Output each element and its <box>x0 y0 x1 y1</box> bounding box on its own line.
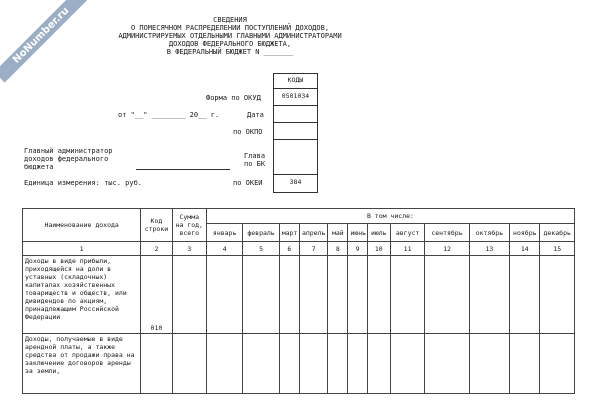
value-cell[interactable] <box>425 256 469 334</box>
row-description: Доходы в виде прибыли, приходящейся на доли в уставных (складочных) капиталах хозяйственных товариществ и обществ, или дивидендов по акциям, принадлежащим Российской Федерации <box>23 256 141 334</box>
okud-label: Форма по ОКУД <box>206 94 261 102</box>
column-number: 15 <box>540 242 575 256</box>
doc-title-line3: АДМИНИСТРИРУЕМЫХ ОТДЕЛЬНЫМИ ГЛАВНЫМИ АДМИНИСТРАТОРАМИ <box>118 32 342 40</box>
value-cell[interactable] <box>348 334 367 394</box>
value-cell[interactable] <box>206 334 242 394</box>
month-header: декабрь <box>540 224 575 242</box>
admin-label-line2: доходов федерального <box>24 155 109 163</box>
month-header: март <box>279 224 299 242</box>
date-value <box>274 105 317 106</box>
column-number: 10 <box>367 242 390 256</box>
doc-title-line2: О ПОМЕСЯЧНОМ РАСПРЕДЕЛЕНИИ ПОСТУПЛЕНИЙ ДОХОДОВ, <box>130 24 330 32</box>
column-number: 7 <box>299 242 327 256</box>
value-cell[interactable] <box>172 256 206 334</box>
admin-label-line3: бюджета <box>24 163 54 171</box>
okud-value: 0501034 <box>274 88 317 103</box>
col-header-code: Код строки <box>141 209 172 242</box>
glava-label: Глава по БК <box>244 152 266 168</box>
value-cell[interactable] <box>469 256 509 334</box>
okei-label: по ОКЕИ <box>233 179 263 187</box>
month-header: июнь <box>348 224 367 242</box>
date-prefix: от "__" ________ 20__ г. <box>118 111 220 119</box>
value-cell[interactable] <box>510 334 540 394</box>
value-cell[interactable] <box>243 334 279 394</box>
value-cell[interactable] <box>299 334 327 394</box>
column-number: 9 <box>348 242 367 256</box>
col-header-sum: Сумма на год, всего <box>172 209 206 242</box>
value-cell[interactable] <box>328 256 348 334</box>
date-label: Дата <box>247 111 264 119</box>
column-number: 13 <box>469 242 509 256</box>
column-number: 14 <box>510 242 540 256</box>
value-cell[interactable] <box>390 334 424 394</box>
month-header: сентябрь <box>425 224 469 242</box>
column-number: 4 <box>206 242 242 256</box>
col-header-incl: В том числе: <box>206 209 574 224</box>
col-header-name: Наименование дохода <box>23 209 141 242</box>
value-cell[interactable] <box>328 334 348 394</box>
month-header: январь <box>206 224 242 242</box>
value-cell[interactable] <box>540 334 575 394</box>
table-row <box>23 334 575 394</box>
column-number: 12 <box>425 242 469 256</box>
doc-title-line5: В ФЕДЕРАЛЬНЫЙ БЮДЖЕТ N _______ <box>166 48 294 56</box>
month-header: август <box>390 224 424 242</box>
value-cell[interactable] <box>279 334 299 394</box>
value-cell[interactable] <box>206 256 242 334</box>
value-cell[interactable] <box>279 256 299 334</box>
month-header: октябрь <box>469 224 509 242</box>
table-row <box>23 256 575 334</box>
value-cell[interactable] <box>540 256 575 334</box>
codes-header: КОДЫ <box>287 76 304 84</box>
admin-underline <box>136 169 230 170</box>
month-header: апрель <box>299 224 327 242</box>
row-code <box>141 334 172 394</box>
admin-label-line1: Главный администратор <box>24 147 113 155</box>
glava-value <box>274 139 317 174</box>
watermark-banner: NoNumber.ru <box>0 0 88 83</box>
value-cell[interactable] <box>367 334 390 394</box>
value-cell[interactable] <box>299 256 327 334</box>
doc-title-line4: ДОХОДОВ ФЕДЕРАЛЬНОГО БЮДЖЕТА, <box>168 40 292 48</box>
income-table <box>22 208 575 394</box>
value-cell[interactable] <box>390 256 424 334</box>
value-cell[interactable] <box>425 334 469 394</box>
okei-value: 384 <box>274 174 317 189</box>
month-header: ноябрь <box>510 224 540 242</box>
column-number: 11 <box>390 242 424 256</box>
column-number: 5 <box>243 242 279 256</box>
row-description: Доходы, получаемые в виде арендной платы, а также средства от продажи права на заключение договоров аренды за земли, <box>23 334 141 394</box>
value-cell[interactable] <box>243 256 279 334</box>
value-cell[interactable] <box>367 256 390 334</box>
codes-box <box>273 73 318 193</box>
unit-label: Единица измерения: тыс. руб. <box>24 179 143 187</box>
column-number: 2 <box>141 242 172 256</box>
month-header: февраль <box>243 224 279 242</box>
column-number: 6 <box>279 242 299 256</box>
value-cell[interactable] <box>469 334 509 394</box>
okpo-label: по ОКПО <box>233 128 263 136</box>
column-number: 8 <box>328 242 348 256</box>
value-cell[interactable] <box>348 256 367 334</box>
row-code: 010 <box>141 256 172 334</box>
month-header: июль <box>367 224 390 242</box>
value-cell[interactable] <box>172 334 206 394</box>
value-cell[interactable] <box>510 256 540 334</box>
doc-title: СВЕДЕНИЯ <box>213 16 247 24</box>
month-header: май <box>328 224 348 242</box>
okpo-value <box>274 122 317 123</box>
column-number: 1 <box>23 242 141 256</box>
column-number: 3 <box>172 242 206 256</box>
